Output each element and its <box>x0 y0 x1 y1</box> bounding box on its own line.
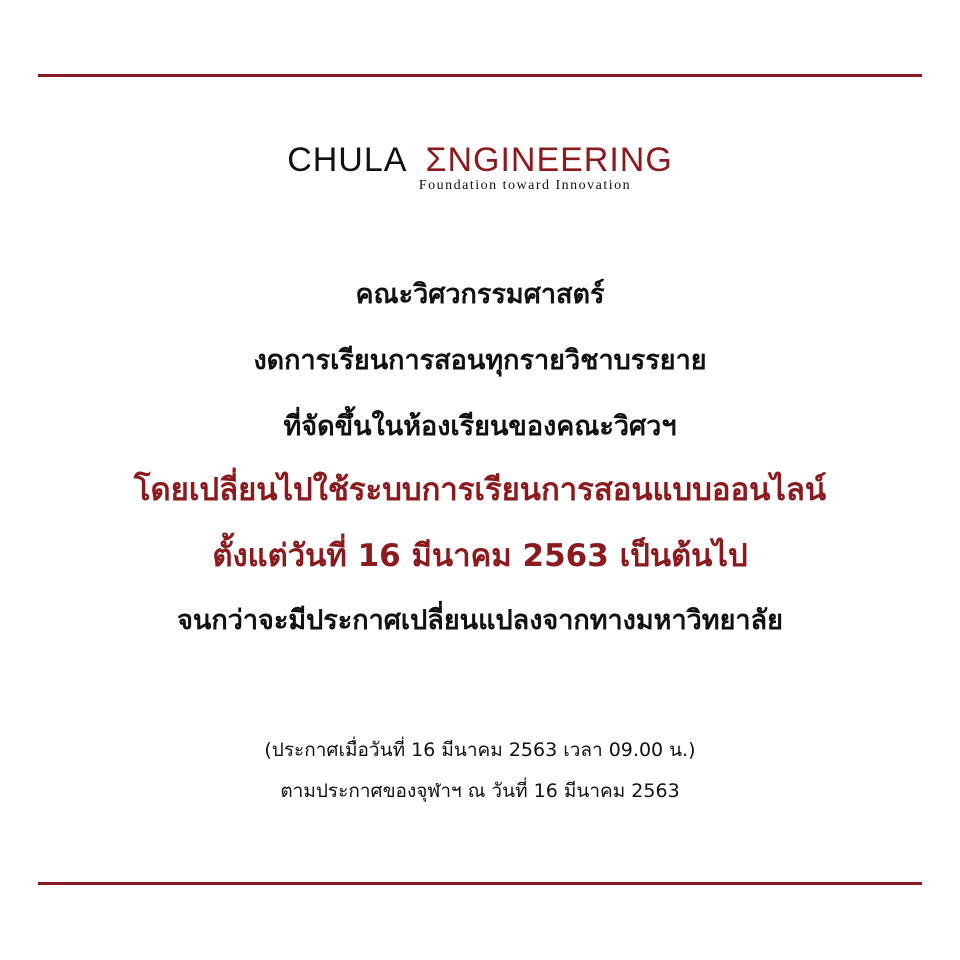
logo-engineering-text: ƩNGINEERING <box>425 141 673 179</box>
logo-chula-text: CHULA <box>287 141 408 179</box>
announcement-start-date: ตั้งแต่วันที่ 16 มีนาคม 2563 เป็นต้นไป <box>212 538 748 574</box>
announcement-timestamp: (ประกาศเมื่อวันที่ 16 มีนาคม 2563 เวลา 09.00 น.) <box>264 739 696 761</box>
top-divider <box>38 74 922 77</box>
logo-tagline: Foundation toward Innovation <box>418 178 632 193</box>
logo-wordmark <box>0 140 960 180</box>
announcement-faculty: คณะวิศวกรรมศาสตร์ <box>355 279 605 310</box>
announcement-until-notice: จนกว่าจะมีประกาศเปลี่ยนแปลงจากทางมหาวิทยาลัย <box>177 605 783 636</box>
announcement-suspend-classes: งดการเรียนการสอนทุกรายวิชาบรรยาย <box>253 345 707 376</box>
announcement-online-switch: โดยเปลี่ยนไปใช้ระบบการเรียนการสอนแบบออนไลน์ <box>133 472 827 508</box>
chula-engineering-logo <box>0 140 960 194</box>
bottom-divider <box>38 882 922 885</box>
announcement-reference: ตามประกาศของจุฬาฯ ณ วันที่ 16 มีนาคม 2563 <box>280 780 680 802</box>
announcement-location: ที่จัดขึ้นในห้องเรียนของคณะวิศวฯ <box>283 411 677 442</box>
